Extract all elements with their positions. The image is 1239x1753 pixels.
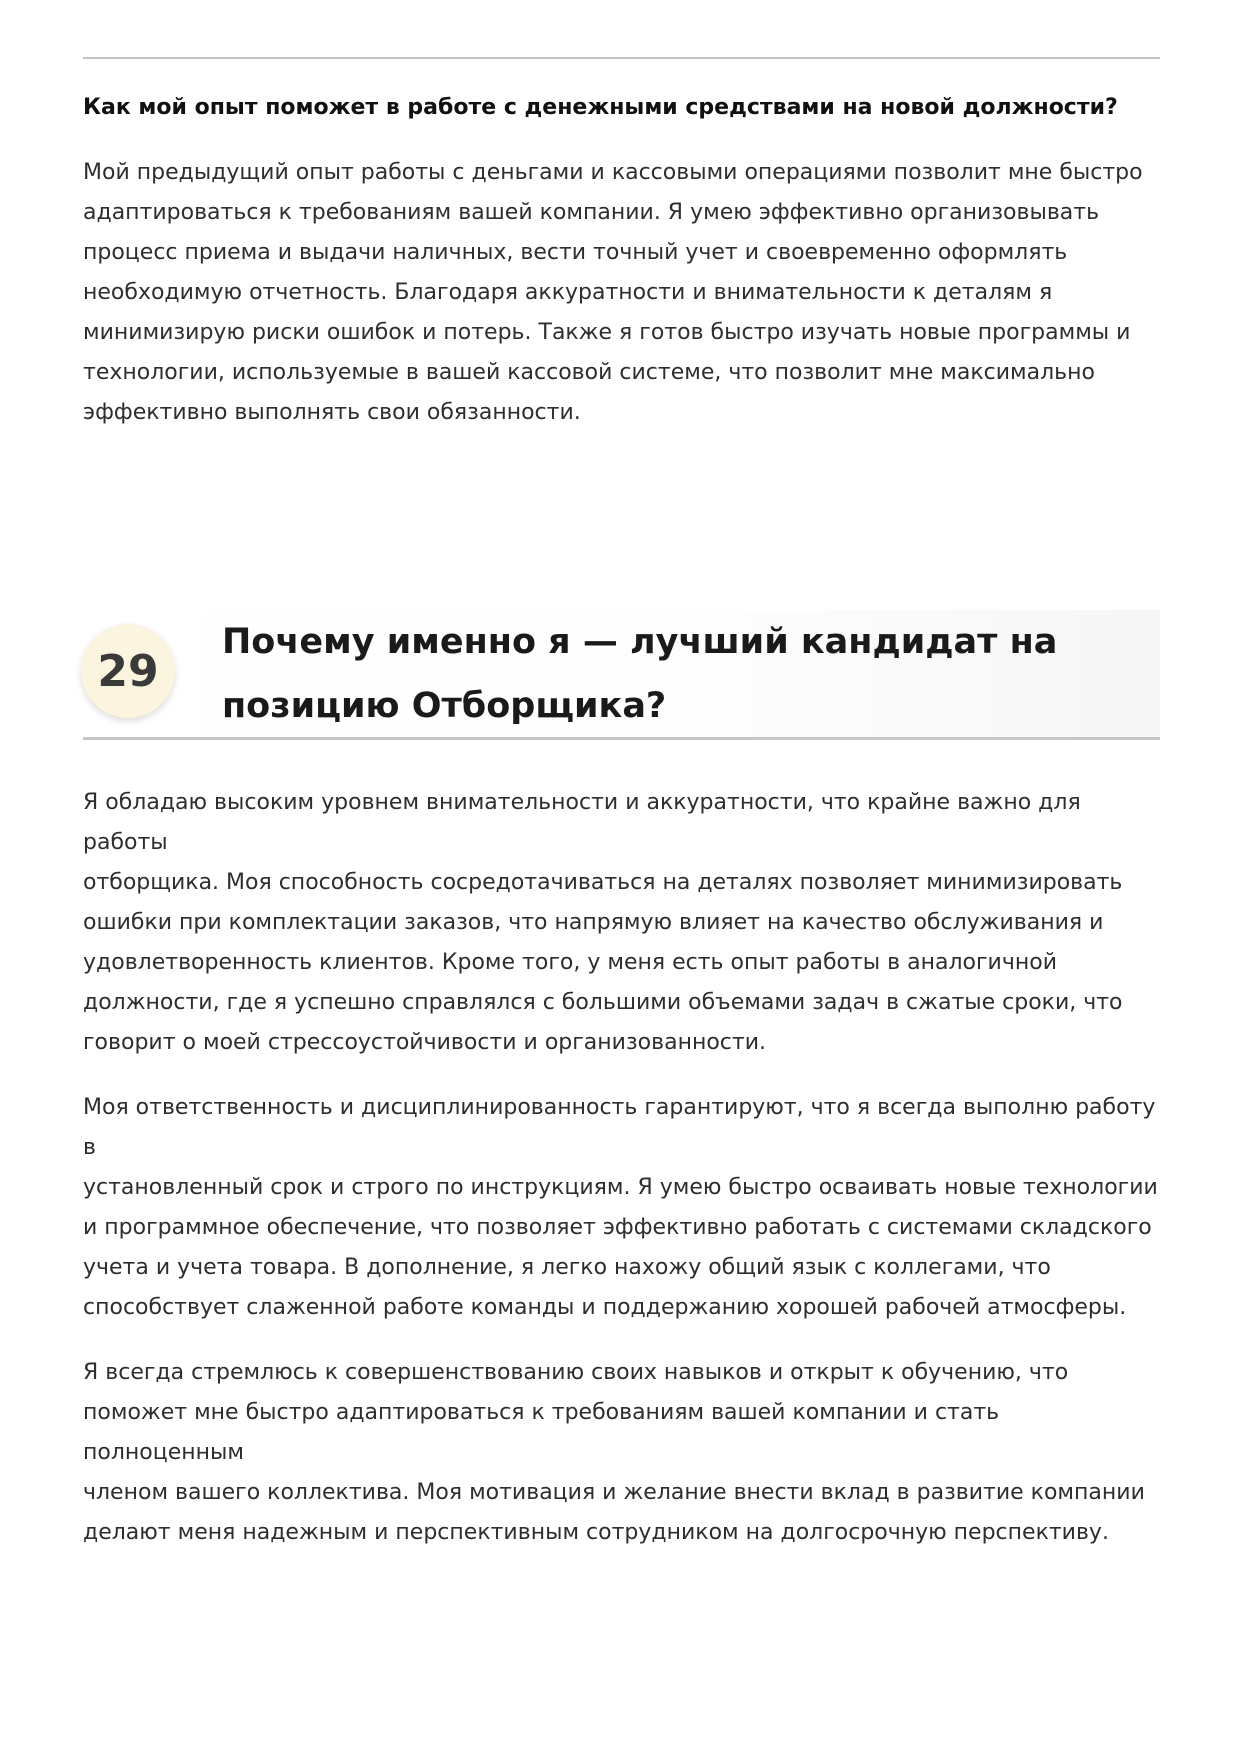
text-line: отборщика. Моя способность сосредотачиваться на деталях позволяет минимизировать bbox=[83, 870, 1123, 895]
text-line: минимизирую риски ошибок и потерь. Также я готов быстро изучать новые программы и bbox=[83, 320, 1131, 345]
text-line: удовлетворенность клиентов. Кроме того, у меня есть опыт работы в аналогичной bbox=[83, 950, 1057, 975]
text-line: Я обладаю высоким уровнем внимательности и аккуратности, что крайне важно для работы bbox=[83, 790, 1081, 855]
answer-paragraph-2 bbox=[83, 1088, 1160, 1328]
previous-answer-paragraph bbox=[83, 153, 1160, 433]
previous-question-heading: Как мой опыт поможет в работе с денежными средствами на новой должности? bbox=[83, 95, 1118, 120]
text-line: необходимую отчетность. Благодаря аккуратности и внимательности к деталям я bbox=[83, 280, 1053, 305]
section-answer bbox=[83, 783, 1160, 1578]
text-line: установленный срок и строго по инструкциям. Я умею быстро осваивать новые технологии bbox=[83, 1175, 1158, 1200]
text-line: эффективно выполнять свои обязанности. bbox=[83, 400, 581, 425]
text-line: говорит о моей стрессоустойчивости и организованности. bbox=[83, 1030, 766, 1055]
text-line: делают меня надежным и перспективным сотрудником на долгосрочную перспективу. bbox=[83, 1520, 1109, 1545]
text-line: Мой предыдущий опыт работы с деньгами и кассовыми операциями позволит мне быстро bbox=[83, 160, 1143, 185]
section-title bbox=[222, 610, 1142, 738]
answer-paragraph-1 bbox=[83, 783, 1160, 1063]
text-line: поможет мне быстро адаптироваться к требованиям вашей компании и стать полноценным bbox=[83, 1400, 1000, 1465]
title-line: Почему именно я — лучший кандидат на bbox=[222, 622, 1058, 662]
question-section-header bbox=[83, 610, 1160, 740]
text-line: Моя ответственность и дисциплинированность гарантируют, что я всегда выполню работу в bbox=[83, 1095, 1156, 1160]
section-divider bbox=[83, 737, 1160, 740]
question-number-badge: 29 bbox=[81, 624, 175, 718]
text-line: Я всегда стремлюсь к совершенствованию своих навыков и открыт к обучению, что bbox=[83, 1360, 1069, 1385]
text-line: процесс приема и выдачи наличных, вести точный учет и своевременно оформлять bbox=[83, 240, 1068, 265]
text-line: членом вашего коллектива. Моя мотивация и желание внести вклад в развитие компании bbox=[83, 1480, 1145, 1505]
top-divider bbox=[83, 57, 1160, 59]
text-line: и программное обеспечение, что позволяет эффективно работать с системами складского bbox=[83, 1215, 1152, 1240]
text-line: ошибки при комплектации заказов, что напрямую влияет на качество обслуживания и bbox=[83, 910, 1104, 935]
answer-paragraph-3 bbox=[83, 1353, 1160, 1553]
text-line: адаптироваться к требованиям вашей компании. Я умею эффективно организовывать bbox=[83, 200, 1100, 225]
text-line: учета и учета товара. В дополнение, я легко нахожу общий язык с коллегами, что bbox=[83, 1255, 1051, 1280]
title-line: позицию Отборщика? bbox=[222, 686, 667, 726]
text-line: технологии, используемые в вашей кассовой системе, что позволит мне максимально bbox=[83, 360, 1095, 385]
text-line: способствует слаженной работе команды и поддержанию хорошей рабочей атмосферы. bbox=[83, 1295, 1127, 1320]
text-line: должности, где я успешно справлялся с большими объемами задач в сжатые сроки, что bbox=[83, 990, 1123, 1015]
